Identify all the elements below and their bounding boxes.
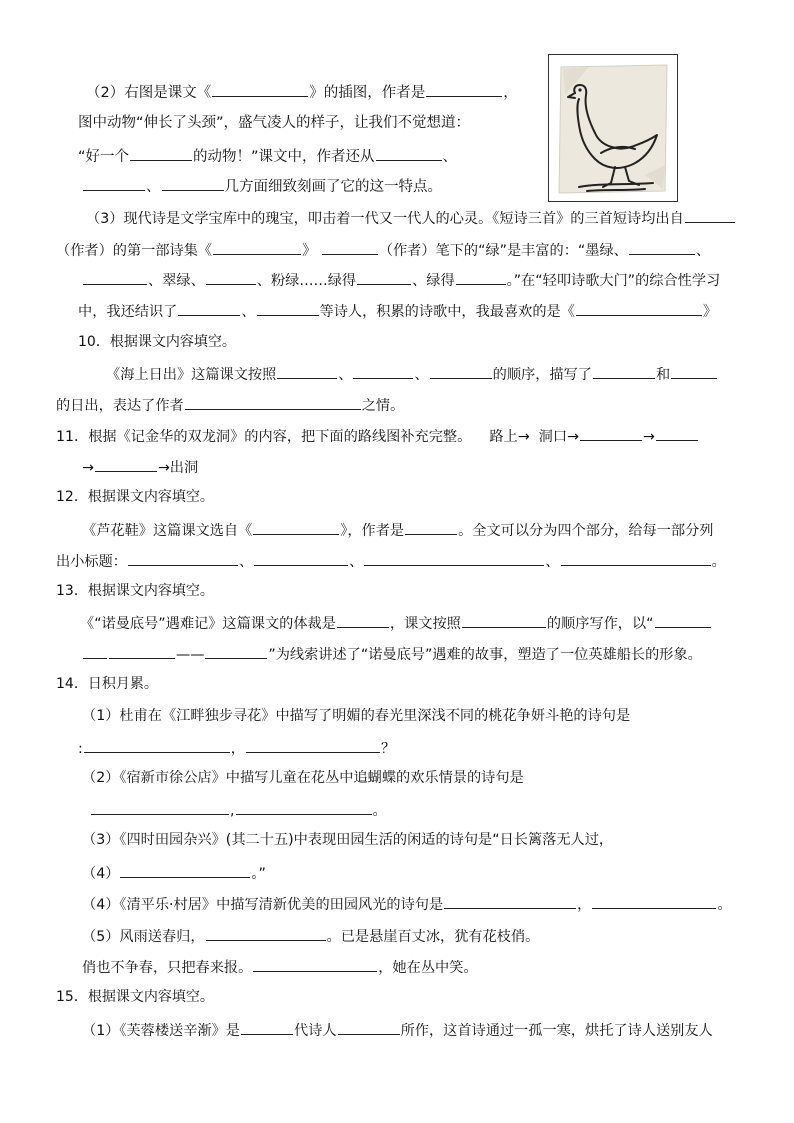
answer-blank[interactable] xyxy=(685,208,735,223)
q10-text-f: 的日出，表达了作者 xyxy=(56,398,184,414)
answer-blank[interactable] xyxy=(120,863,250,878)
q9-3-text-g: 、粉绿……绿得 xyxy=(256,273,357,289)
q9-2-line2: 图中动物“伸长了头颈”，盛气凌人的样子，让我们不觉想道： xyxy=(78,115,471,131)
q9-3-text-b: （作者）的第一部诗集《 xyxy=(56,243,213,259)
answer-blank[interactable] xyxy=(254,551,348,566)
answer-blank[interactable] xyxy=(364,551,544,566)
q14-3-text: （3）《四时田园杂兴》(其二十五)中表现田园生活的闲适的诗句是“日长篱落无人过， xyxy=(82,832,614,848)
answer-blank[interactable] xyxy=(253,957,377,972)
q11-text-b: 路上→ xyxy=(489,429,530,445)
answer-blank[interactable] xyxy=(185,395,361,410)
q9-3-text-j: 中，我还结识了 xyxy=(78,304,178,320)
goose-illustration xyxy=(548,54,678,202)
answer-blank[interactable] xyxy=(656,426,698,441)
q12-text-d: 出小标题： xyxy=(56,554,127,570)
q12-text-g: 、 xyxy=(545,554,560,570)
q10-text-b: 、 xyxy=(338,367,353,383)
q9-3-text-h: 、绿得 xyxy=(412,273,455,289)
answer-blank[interactable] xyxy=(430,364,492,379)
answer-blank[interactable] xyxy=(83,270,147,285)
q10-text-d: 的顺序，描写了 xyxy=(492,367,592,383)
q11-text-a: 11．根据《记金华的双龙洞》的内容，把下面的路线图补充完整。 xyxy=(56,429,472,445)
goose-icon xyxy=(549,55,677,201)
q12-text-b: 》，作者是 xyxy=(340,523,405,539)
q14-3-text-c: 。” xyxy=(251,866,266,882)
q9-3-text-i: 。”在“轻叩诗歌大门”的综合性学习 xyxy=(506,273,721,289)
q9-2-text-e: 的动物！”课文中，作者还从 xyxy=(193,149,375,165)
q12-text-a: 《芦花鞋》这篇课文选自《 xyxy=(82,523,253,539)
q14-5-text: （5）风雨送春归， xyxy=(82,929,205,945)
answer-blank[interactable] xyxy=(337,613,389,628)
answer-blank[interactable] xyxy=(212,82,308,97)
q14-2-text: （2）《宿新市徐公店》中描写儿童在花丛中追蝴蝶的欢乐情景的诗句是 xyxy=(82,770,524,786)
q14-4-text: （4）《清平乐·村居》中描写清新优美的田园风光的诗句是 xyxy=(82,897,444,913)
q13-text-e: ”为线索讲述了“诺曼底号”遇难的故事，塑造了一位英雄船长的形象。 xyxy=(268,647,702,663)
q13-text-c: 的顺序写作，以“ xyxy=(546,616,654,632)
answer-blank[interactable] xyxy=(338,1020,400,1035)
q14-4-text-b: ， xyxy=(577,897,592,913)
answer-blank[interactable] xyxy=(246,738,380,753)
answer-blank[interactable] xyxy=(84,738,230,753)
q13-text-d: —— xyxy=(176,647,205,663)
answer-blank[interactable] xyxy=(205,644,267,659)
q15-1-text: （1）《芙蓉楼送辛渐》是 xyxy=(82,1023,240,1039)
answer-blank[interactable] xyxy=(83,176,145,191)
q14-5-text-b: 。已是悬崖百丈冰，犹有花枝俏。 xyxy=(326,929,540,945)
q13-title: 13．根据课文内容填空。 xyxy=(56,583,214,599)
answer-blank[interactable] xyxy=(462,613,546,628)
answer-blank[interactable] xyxy=(206,270,256,285)
q11-text-f: →出洞 xyxy=(157,460,199,476)
answer-blank[interactable] xyxy=(109,644,175,659)
q15-1-text-b: 代诗人 xyxy=(294,1023,337,1039)
q14-1-text-d: ？ xyxy=(380,741,396,757)
q10-text-c: 、 xyxy=(414,367,429,383)
answer-blank[interactable] xyxy=(213,240,301,255)
q10-text-e: 和 xyxy=(656,367,671,383)
q14-5-text-d: ，她在丛中笑。 xyxy=(378,960,478,976)
q11-text-c: 洞口→ xyxy=(538,429,579,445)
q14-1-text-b: : xyxy=(78,741,83,757)
q12-text-c: 。全文可以分为四个部分，给每一部分列 xyxy=(458,523,714,539)
q14-2-text-b: , xyxy=(230,803,235,819)
answer-blank[interactable] xyxy=(241,1020,293,1035)
answer-blank[interactable] xyxy=(580,426,642,441)
q15-title: 15．根据课文内容填空。 xyxy=(56,989,214,1005)
q9-3-text-f: 、翠绿、 xyxy=(148,273,205,289)
q9-3-text-c: 》 xyxy=(302,243,317,259)
answer-blank[interactable] xyxy=(277,364,337,379)
q9-2-text-d: “好一个 xyxy=(78,149,130,165)
answer-blank[interactable] xyxy=(236,800,372,815)
q12-text-h: 。 xyxy=(711,554,726,570)
q14-4-text-c: 。 xyxy=(717,897,732,913)
q9-2-text-g: 、 xyxy=(146,179,161,195)
answer-blank[interactable] xyxy=(426,82,502,97)
q9-2-text-f: 、 xyxy=(442,149,458,165)
answer-blank[interactable] xyxy=(353,364,413,379)
answer-blank[interactable] xyxy=(253,520,339,535)
q14-1-text-c: ， xyxy=(230,741,245,757)
q13-text-a: 《“诺曼底号”遇难记》这篇课文的体裁是 xyxy=(80,616,336,632)
answer-blank[interactable] xyxy=(91,800,229,815)
answer-blank[interactable] xyxy=(376,146,442,161)
q11-text-e: → xyxy=(82,460,94,476)
q10-title: 10．根据课文内容填空。 xyxy=(78,334,236,350)
q9-2-text-h: 几方面细致刻画了它的这一特点。 xyxy=(224,179,442,195)
answer-blank[interactable] xyxy=(178,301,240,316)
answer-blank[interactable] xyxy=(593,364,655,379)
q9-2-text-c: ， xyxy=(503,85,518,101)
answer-blank[interactable] xyxy=(444,894,576,909)
q15-1-text-c: 所作，这首诗通过一孤一寒，烘托了诗人送别友人 xyxy=(400,1023,713,1039)
q14-2-text-c: 。 xyxy=(372,803,387,819)
answer-blank[interactable] xyxy=(128,551,238,566)
answer-blank[interactable] xyxy=(206,926,326,941)
q14-title: 14．日积月累。 xyxy=(56,676,158,692)
answer-blank[interactable] xyxy=(322,240,378,255)
q10-text-g: 之情。 xyxy=(361,398,405,414)
answer-blank[interactable] xyxy=(671,364,717,379)
q9-3-text-e: 、 xyxy=(695,243,711,259)
answer-blank[interactable] xyxy=(83,644,107,659)
q14-3-text-b: （4） xyxy=(82,866,120,882)
q14-1-text: （1）杜甫在《江畔独步寻花》中描写了明媚的春光里深浅不同的桃花争妍斗艳的诗句是 xyxy=(82,708,631,724)
answer-blank[interactable] xyxy=(456,270,506,285)
q9-3-text-l: 等诗人，积累的诗歌中，我最喜欢的是《 xyxy=(319,304,575,320)
q9-3-text-k: 、 xyxy=(241,304,256,320)
answer-blank[interactable] xyxy=(130,146,192,161)
q12-text-e: 、 xyxy=(238,554,254,570)
q9-3-text-d: （作者）笔下的“绿”是丰富的：“墨绿、 xyxy=(378,243,628,259)
answer-blank[interactable] xyxy=(257,301,319,316)
q9-3-text-m: 》 xyxy=(702,304,718,320)
q14-5-text-c: 俏也不争春，只把春来报。 xyxy=(82,960,253,976)
answer-blank[interactable] xyxy=(592,894,716,909)
q9-2-text-b: 》的插图，作者是 xyxy=(309,85,426,101)
q12-text-f: 、 xyxy=(349,554,364,570)
q10-text-a: 《海上日出》这篇课文按照 xyxy=(106,367,277,383)
q12-title: 12．根据课文内容填空。 xyxy=(56,489,214,505)
q11-text-d: → xyxy=(642,429,655,445)
answer-blank[interactable] xyxy=(95,457,157,472)
q9-2-text-a: （2）右图是课文《 xyxy=(86,85,212,101)
q13-text-b: ，课文按照 xyxy=(389,616,461,632)
answer-blank[interactable] xyxy=(357,270,411,285)
answer-blank[interactable] xyxy=(162,176,224,191)
answer-blank[interactable] xyxy=(655,613,711,628)
answer-blank[interactable] xyxy=(576,301,702,316)
answer-blank[interactable] xyxy=(405,520,457,535)
answer-blank[interactable] xyxy=(561,551,711,566)
q9-3-text-a: （3）现代诗是文学宝库中的瑰宝，叩击着一代又一代人的心灵。《短诗三首》的三首短诗均出自 xyxy=(86,211,684,227)
answer-blank[interactable] xyxy=(629,240,695,255)
